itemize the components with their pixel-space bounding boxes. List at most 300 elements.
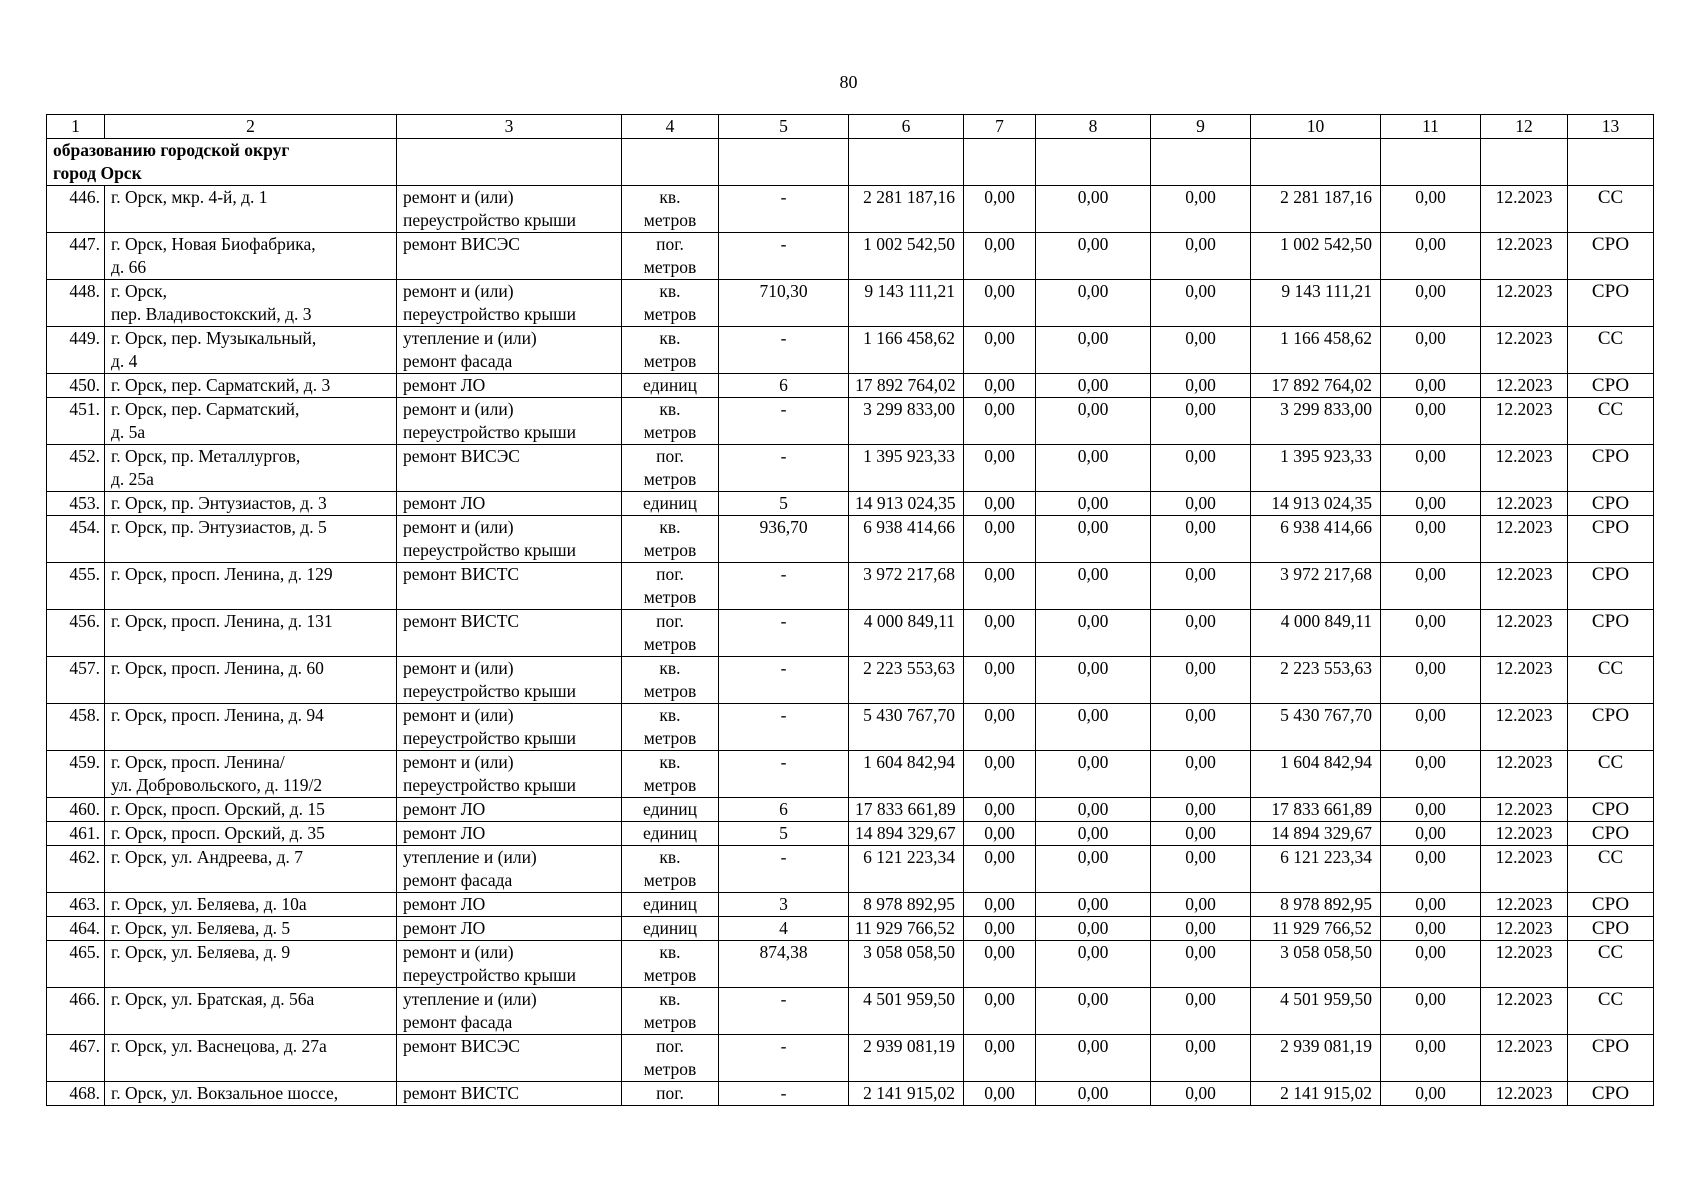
total-cost-cell: 9 143 111,21 <box>849 280 964 327</box>
completion-date-cell: 12.2023 <box>1481 893 1568 917</box>
column-header: 8 <box>1036 115 1151 139</box>
work-type-cell <box>397 186 622 233</box>
address-cell <box>105 917 397 941</box>
total-cost-cell: 1 166 458,62 <box>849 327 964 374</box>
quantity-cell: 5 <box>719 822 849 846</box>
work-type-cell-line: ремонт и (или) <box>403 281 514 301</box>
work-type-cell-line: утепление и (или) <box>403 847 537 867</box>
work-type-cell-line: переустройство крыши <box>403 775 576 795</box>
value-cell: 0,00 <box>964 610 1036 657</box>
quantity-cell: - <box>719 233 849 280</box>
completion-date-cell: 12.2023 <box>1481 1035 1568 1082</box>
total-cost-cell: 2 223 553,63 <box>849 657 964 704</box>
group-row <box>47 139 1654 186</box>
table-row <box>47 233 1654 280</box>
method-cell: СРО <box>1568 374 1654 398</box>
unit-cell-line: кв. <box>659 517 681 537</box>
value-cell: 0,00 <box>1381 327 1481 374</box>
completion-date-cell: 12.2023 <box>1481 186 1568 233</box>
unit-cell <box>622 941 719 988</box>
address-cell <box>105 327 397 374</box>
unit-cell-line: метров <box>643 422 697 442</box>
address-cell <box>105 516 397 563</box>
address-cell-line: д. 4 <box>111 351 138 371</box>
work-type-cell <box>397 492 622 516</box>
total-cost-cell: 2 141 915,02 <box>849 1082 964 1106</box>
row-number: 449. <box>47 327 105 374</box>
work-type-cell-line: ремонт и (или) <box>403 187 514 207</box>
total-cost-cell: 14 894 329,67 <box>849 822 964 846</box>
value-cell: 0,00 <box>1381 798 1481 822</box>
quantity-cell: - <box>719 186 849 233</box>
column-header: 4 <box>622 115 719 139</box>
value-cell: 0,00 <box>1151 822 1251 846</box>
empty-cell <box>1568 139 1654 186</box>
value-cell: 0,00 <box>1381 751 1481 798</box>
value-cell: 0,00 <box>1036 798 1151 822</box>
group-title-cell <box>47 139 397 186</box>
table-row <box>47 798 1654 822</box>
address-cell-line: г. Орск, просп. Ленина, д. 129 <box>111 564 333 584</box>
unit-cell-line: метров <box>643 587 697 607</box>
address-cell-line: г. Орск, просп. Ленина, д. 131 <box>111 611 333 631</box>
address-cell-line: г. Орск, ул. Беляева, д. 5 <box>111 918 291 938</box>
completion-date-cell: 12.2023 <box>1481 751 1568 798</box>
value-cell: 0,00 <box>1151 610 1251 657</box>
unit-cell-line: пог. <box>656 446 684 466</box>
work-type-cell <box>397 846 622 893</box>
work-type-cell <box>397 822 622 846</box>
method-cell: СС <box>1568 846 1654 893</box>
table-row <box>47 445 1654 492</box>
total-cost-cell: 4 501 959,50 <box>849 988 964 1035</box>
unit-cell <box>622 398 719 445</box>
value-cell: 0,00 <box>1381 610 1481 657</box>
row-number: 454. <box>47 516 105 563</box>
work-type-cell <box>397 398 622 445</box>
value-cell: 0,00 <box>1036 186 1151 233</box>
address-cell <box>105 445 397 492</box>
fund-cost-cell: 6 121 223,34 <box>1251 846 1381 893</box>
value-cell: 0,00 <box>1381 492 1481 516</box>
work-type-cell-line: ремонт и (или) <box>403 658 514 678</box>
address-cell <box>105 988 397 1035</box>
address-cell-line: г. Орск, пр. Энтузиастов, д. 5 <box>111 517 327 537</box>
row-number: 448. <box>47 280 105 327</box>
value-cell: 0,00 <box>964 398 1036 445</box>
value-cell: 0,00 <box>1036 327 1151 374</box>
address-cell <box>105 1035 397 1082</box>
value-cell: 0,00 <box>1381 445 1481 492</box>
address-cell <box>105 563 397 610</box>
fund-cost-cell: 1 166 458,62 <box>1251 327 1381 374</box>
work-type-cell-line: ремонт ЛО <box>403 918 486 938</box>
unit-cell-line: метров <box>643 257 697 277</box>
value-cell: 0,00 <box>1036 822 1151 846</box>
address-cell-line: пер. Владивостокский, д. 3 <box>111 304 312 324</box>
quantity-cell: - <box>719 327 849 374</box>
address-cell-line: д. 5а <box>111 422 146 442</box>
column-number-header <box>47 115 1654 139</box>
value-cell: 0,00 <box>1036 233 1151 280</box>
value-cell: 0,00 <box>964 280 1036 327</box>
work-type-cell <box>397 1035 622 1082</box>
unit-cell-line: метров <box>643 681 697 701</box>
quantity-cell: - <box>719 846 849 893</box>
address-cell-line: г. Орск, ул. Беляева, д. 9 <box>111 942 291 962</box>
value-cell: 0,00 <box>964 751 1036 798</box>
value-cell: 0,00 <box>1151 374 1251 398</box>
group-title-line: город Орск <box>53 163 142 183</box>
fund-cost-cell: 3 058 058,50 <box>1251 941 1381 988</box>
row-number: 465. <box>47 941 105 988</box>
row-number: 468. <box>47 1082 105 1106</box>
unit-cell-line: пог. <box>656 234 684 254</box>
work-type-cell-line: переустройство крыши <box>403 422 576 442</box>
value-cell: 0,00 <box>1151 398 1251 445</box>
total-cost-cell: 3 972 217,68 <box>849 563 964 610</box>
unit-cell <box>622 704 719 751</box>
address-cell <box>105 751 397 798</box>
page-number: 80 <box>839 72 858 92</box>
unit-cell <box>622 751 719 798</box>
value-cell: 0,00 <box>1036 917 1151 941</box>
value-cell: 0,00 <box>1036 563 1151 610</box>
value-cell: 0,00 <box>1381 846 1481 893</box>
column-header: 1 <box>47 115 105 139</box>
value-cell: 0,00 <box>1381 398 1481 445</box>
value-cell: 0,00 <box>1151 233 1251 280</box>
unit-cell-line: метров <box>643 870 697 890</box>
quantity-cell: - <box>719 1082 849 1106</box>
quantity-cell: 874,38 <box>719 941 849 988</box>
work-type-cell <box>397 327 622 374</box>
method-cell: СРО <box>1568 516 1654 563</box>
unit-cell-line: единиц <box>643 894 697 914</box>
method-cell: СРО <box>1568 492 1654 516</box>
work-type-cell-line: ремонт и (или) <box>403 705 514 725</box>
value-cell: 0,00 <box>1151 1035 1251 1082</box>
row-number: 458. <box>47 704 105 751</box>
unit-cell-line: кв. <box>659 942 681 962</box>
fund-cost-cell: 4 501 959,50 <box>1251 988 1381 1035</box>
completion-date-cell: 12.2023 <box>1481 233 1568 280</box>
completion-date-cell: 12.2023 <box>1481 657 1568 704</box>
address-cell-line: г. Орск, просп. Ленина, д. 94 <box>111 705 324 725</box>
unit-cell <box>622 445 719 492</box>
column-header: 9 <box>1151 115 1251 139</box>
value-cell: 0,00 <box>1036 751 1151 798</box>
address-cell <box>105 492 397 516</box>
unit-cell <box>622 798 719 822</box>
table-row <box>47 1082 1654 1106</box>
completion-date-cell: 12.2023 <box>1481 917 1568 941</box>
work-type-cell-line: ремонт и (или) <box>403 399 514 419</box>
value-cell: 0,00 <box>1036 1082 1151 1106</box>
value-cell: 0,00 <box>1151 1082 1251 1106</box>
work-type-cell-line: переустройство крыши <box>403 210 576 230</box>
row-number: 446. <box>47 186 105 233</box>
quantity-cell: 936,70 <box>719 516 849 563</box>
unit-cell-line: метров <box>643 634 697 654</box>
empty-cell <box>622 139 719 186</box>
row-number: 467. <box>47 1035 105 1082</box>
method-cell: СРО <box>1568 610 1654 657</box>
unit-cell <box>622 917 719 941</box>
address-cell-line: г. Орск, Новая Биофабрика, <box>111 234 316 254</box>
work-type-cell <box>397 657 622 704</box>
quantity-cell: 710,30 <box>719 280 849 327</box>
work-type-cell-line: переустройство крыши <box>403 965 576 985</box>
unit-cell-line: метров <box>643 965 697 985</box>
work-type-cell-line: ремонт ЛО <box>403 823 486 843</box>
value-cell: 0,00 <box>1151 492 1251 516</box>
completion-date-cell: 12.2023 <box>1481 610 1568 657</box>
value-cell: 0,00 <box>1381 374 1481 398</box>
value-cell: 0,00 <box>1036 1035 1151 1082</box>
address-cell-line: д. 66 <box>111 257 147 277</box>
quantity-cell: - <box>719 610 849 657</box>
repair-program-table <box>46 114 1654 1106</box>
completion-date-cell: 12.2023 <box>1481 941 1568 988</box>
address-cell <box>105 704 397 751</box>
total-cost-cell: 2 281 187,16 <box>849 186 964 233</box>
address-cell-line: д. 25а <box>111 469 154 489</box>
work-type-cell-line: ремонт и (или) <box>403 752 514 772</box>
unit-cell-line: единиц <box>643 918 697 938</box>
fund-cost-cell: 2 281 187,16 <box>1251 186 1381 233</box>
value-cell: 0,00 <box>1381 186 1481 233</box>
fund-cost-cell: 1 395 923,33 <box>1251 445 1381 492</box>
table-row <box>47 492 1654 516</box>
work-type-cell <box>397 704 622 751</box>
address-cell-line: г. Орск, ул. Братская, д. 56а <box>111 989 315 1009</box>
table-row <box>47 1035 1654 1082</box>
fund-cost-cell: 14 913 024,35 <box>1251 492 1381 516</box>
column-header: 6 <box>849 115 964 139</box>
row-number: 456. <box>47 610 105 657</box>
value-cell: 0,00 <box>1151 563 1251 610</box>
value-cell: 0,00 <box>1036 280 1151 327</box>
value-cell: 0,00 <box>1036 893 1151 917</box>
completion-date-cell: 12.2023 <box>1481 492 1568 516</box>
quantity-cell: - <box>719 657 849 704</box>
total-cost-cell: 17 892 764,02 <box>849 374 964 398</box>
fund-cost-cell: 8 978 892,95 <box>1251 893 1381 917</box>
row-number: 460. <box>47 798 105 822</box>
work-type-cell-line: ремонт ВИСЭС <box>403 1036 520 1056</box>
value-cell: 0,00 <box>964 846 1036 893</box>
address-cell-line: г. Орск, ул. Васнецова, д. 27а <box>111 1036 327 1056</box>
column-header: 7 <box>964 115 1036 139</box>
empty-cell <box>1036 139 1151 186</box>
value-cell: 0,00 <box>964 1082 1036 1106</box>
unit-cell <box>622 846 719 893</box>
unit-cell-line: единиц <box>643 493 697 513</box>
completion-date-cell: 12.2023 <box>1481 822 1568 846</box>
address-cell <box>105 186 397 233</box>
address-cell <box>105 941 397 988</box>
value-cell: 0,00 <box>964 327 1036 374</box>
method-cell: СРО <box>1568 917 1654 941</box>
completion-date-cell: 12.2023 <box>1481 1082 1568 1106</box>
value-cell: 0,00 <box>1381 280 1481 327</box>
work-type-cell-line: утепление и (или) <box>403 328 537 348</box>
method-cell: СРО <box>1568 704 1654 751</box>
work-type-cell-line: ремонт и (или) <box>403 942 514 962</box>
value-cell: 0,00 <box>964 988 1036 1035</box>
quantity-cell: 6 <box>719 374 849 398</box>
unit-cell-line: пог. <box>656 564 684 584</box>
method-cell: СС <box>1568 988 1654 1035</box>
fund-cost-cell: 2 939 081,19 <box>1251 1035 1381 1082</box>
empty-cell <box>1151 139 1251 186</box>
total-cost-cell: 6 121 223,34 <box>849 846 964 893</box>
work-type-cell <box>397 563 622 610</box>
unit-cell-line: кв. <box>659 328 681 348</box>
work-type-cell-line: ремонт ВИСТС <box>403 1083 520 1103</box>
fund-cost-cell: 4 000 849,11 <box>1251 610 1381 657</box>
address-cell <box>105 798 397 822</box>
fund-cost-cell: 6 938 414,66 <box>1251 516 1381 563</box>
value-cell: 0,00 <box>964 516 1036 563</box>
table-row <box>47 374 1654 398</box>
row-number: 461. <box>47 822 105 846</box>
empty-cell <box>1481 139 1568 186</box>
work-type-cell-line: ремонт фасада <box>403 870 513 890</box>
fund-cost-cell: 1 604 842,94 <box>1251 751 1381 798</box>
method-cell: СРО <box>1568 563 1654 610</box>
value-cell: 0,00 <box>964 822 1036 846</box>
work-type-cell-line: утепление и (или) <box>403 989 537 1009</box>
method-cell: СС <box>1568 941 1654 988</box>
unit-cell-line: кв. <box>659 281 681 301</box>
unit-cell-line: единиц <box>643 823 697 843</box>
unit-cell-line: пог. <box>656 611 684 631</box>
value-cell: 0,00 <box>1381 704 1481 751</box>
method-cell: СРО <box>1568 445 1654 492</box>
unit-cell-line: кв. <box>659 658 681 678</box>
value-cell: 0,00 <box>964 941 1036 988</box>
column-header: 3 <box>397 115 622 139</box>
total-cost-cell: 17 833 661,89 <box>849 798 964 822</box>
quantity-cell: 6 <box>719 798 849 822</box>
table-row <box>47 988 1654 1035</box>
value-cell: 0,00 <box>1151 704 1251 751</box>
work-type-cell-line: переустройство крыши <box>403 728 576 748</box>
total-cost-cell: 4 000 849,11 <box>849 610 964 657</box>
method-cell: СРО <box>1568 798 1654 822</box>
value-cell: 0,00 <box>1381 516 1481 563</box>
value-cell: 0,00 <box>1036 704 1151 751</box>
value-cell: 0,00 <box>964 374 1036 398</box>
table-row <box>47 516 1654 563</box>
quantity-cell: - <box>719 1035 849 1082</box>
value-cell: 0,00 <box>1381 1035 1481 1082</box>
value-cell: 0,00 <box>1151 280 1251 327</box>
value-cell: 0,00 <box>1381 233 1481 280</box>
column-header: 12 <box>1481 115 1568 139</box>
fund-cost-cell: 9 143 111,21 <box>1251 280 1381 327</box>
address-cell <box>105 233 397 280</box>
empty-cell <box>964 139 1036 186</box>
value-cell: 0,00 <box>1381 822 1481 846</box>
unit-cell <box>622 610 719 657</box>
table-row <box>47 941 1654 988</box>
unit-cell-line: метров <box>643 728 697 748</box>
address-cell-line: г. Орск, пр. Металлургов, <box>111 446 301 466</box>
method-cell: СРО <box>1568 280 1654 327</box>
unit-cell-line: метров <box>643 1059 697 1079</box>
method-cell: СС <box>1568 398 1654 445</box>
value-cell: 0,00 <box>1151 941 1251 988</box>
work-type-cell-line: ремонт ЛО <box>403 493 486 513</box>
address-cell <box>105 822 397 846</box>
address-cell <box>105 1082 397 1106</box>
value-cell: 0,00 <box>964 186 1036 233</box>
address-cell-line: г. Орск, мкр. 4-й, д. 1 <box>111 187 268 207</box>
unit-cell-line: пог. <box>656 1083 684 1103</box>
total-cost-cell: 6 938 414,66 <box>849 516 964 563</box>
address-cell <box>105 610 397 657</box>
unit-cell <box>622 657 719 704</box>
work-type-cell <box>397 516 622 563</box>
address-cell-line: г. Орск, просп. Орский, д. 15 <box>111 799 325 819</box>
method-cell: СРО <box>1568 1082 1654 1106</box>
work-type-cell-line: ремонт ВИСЭС <box>403 446 520 466</box>
value-cell: 0,00 <box>1151 445 1251 492</box>
table-row <box>47 893 1654 917</box>
address-cell-line: г. Орск, ул. Андреева, д. 7 <box>111 847 303 867</box>
address-cell-line: г. Орск, пр. Энтузиастов, д. 3 <box>111 493 327 513</box>
completion-date-cell: 12.2023 <box>1481 704 1568 751</box>
value-cell: 0,00 <box>1151 988 1251 1035</box>
unit-cell-line: кв. <box>659 847 681 867</box>
work-type-cell-line: ремонт фасада <box>403 1012 513 1032</box>
table-row <box>47 704 1654 751</box>
address-cell-line: ул. Добровольского, д. 119/2 <box>111 775 323 795</box>
work-type-cell-line: ремонт фасада <box>403 351 513 371</box>
work-type-cell-line: ремонт ВИСТС <box>403 611 520 631</box>
work-type-cell-line: переустройство крыши <box>403 540 576 560</box>
row-number: 466. <box>47 988 105 1035</box>
value-cell: 0,00 <box>964 704 1036 751</box>
address-cell-line: г. Орск, пер. Сарматский, <box>111 399 300 419</box>
work-type-cell-line: ремонт ВИСТС <box>403 564 520 584</box>
fund-cost-cell: 1 002 542,50 <box>1251 233 1381 280</box>
completion-date-cell: 12.2023 <box>1481 398 1568 445</box>
total-cost-cell: 5 430 767,70 <box>849 704 964 751</box>
unit-cell <box>622 233 719 280</box>
total-cost-cell: 1 604 842,94 <box>849 751 964 798</box>
unit-cell <box>622 516 719 563</box>
value-cell: 0,00 <box>1036 610 1151 657</box>
unit-cell <box>622 186 719 233</box>
unit-cell <box>622 893 719 917</box>
address-cell-line: г. Орск, просп. Ленина/ <box>111 752 285 772</box>
work-type-cell <box>397 893 622 917</box>
value-cell: 0,00 <box>964 893 1036 917</box>
work-type-cell-line: ремонт и (или) <box>403 517 514 537</box>
row-number: 462. <box>47 846 105 893</box>
value-cell: 0,00 <box>1151 186 1251 233</box>
quantity-cell: - <box>719 398 849 445</box>
unit-cell <box>622 492 719 516</box>
fund-cost-cell: 2 141 915,02 <box>1251 1082 1381 1106</box>
address-cell-line: г. Орск, просп. Ленина, д. 60 <box>111 658 324 678</box>
fund-cost-cell: 2 223 553,63 <box>1251 657 1381 704</box>
row-number: 457. <box>47 657 105 704</box>
